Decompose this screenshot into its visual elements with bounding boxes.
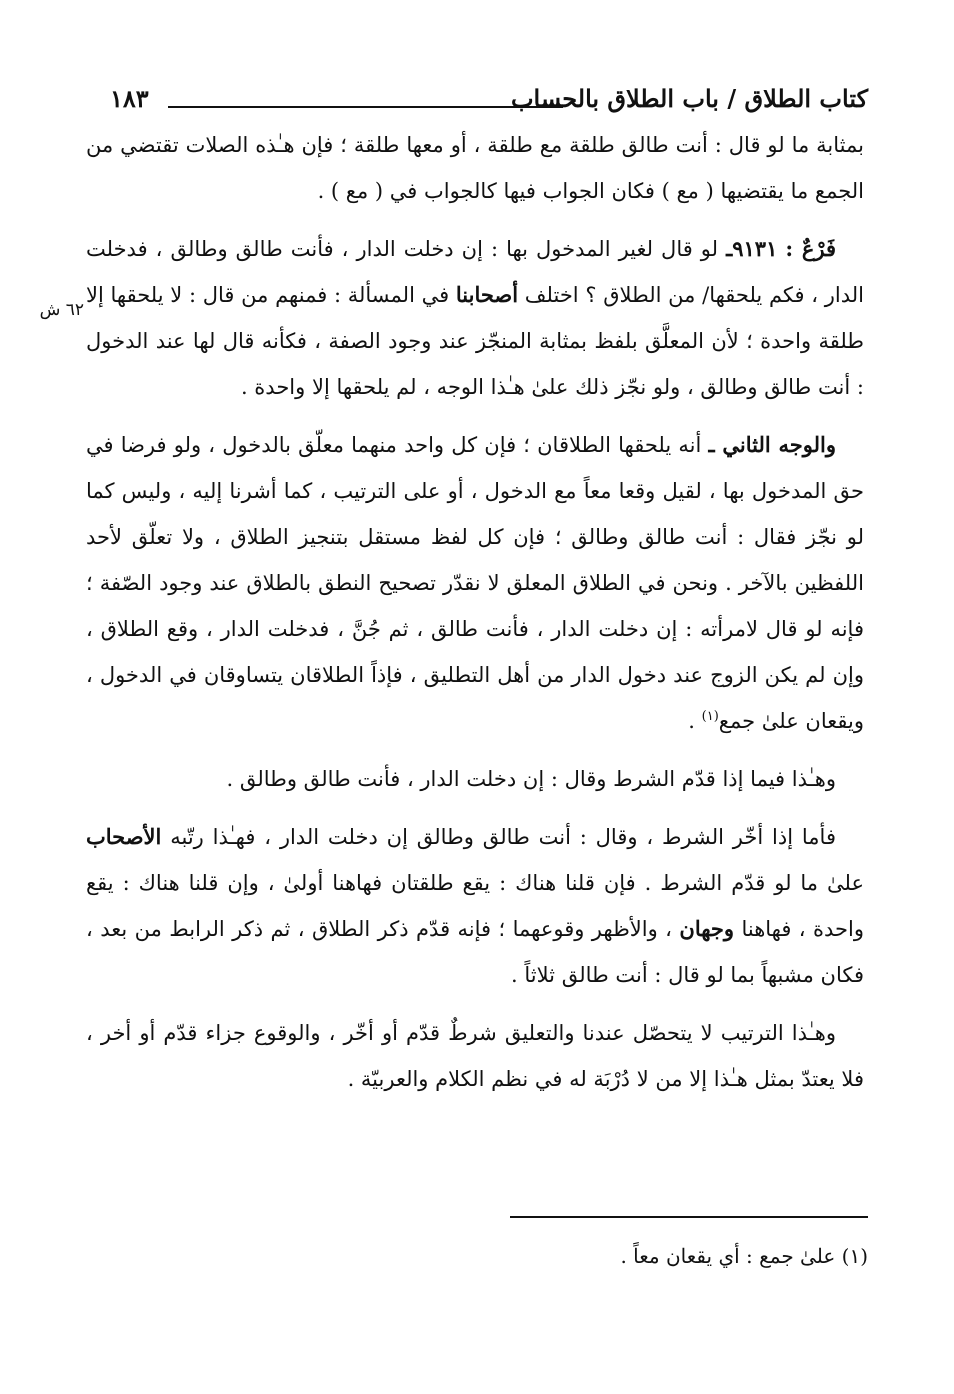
- footnote-1: (١) علىٰ جمع : أي يقعان معاً .: [620, 1244, 868, 1268]
- paragraph-2-bold: أصحابنا: [455, 282, 519, 307]
- header-rule: [168, 106, 563, 108]
- header-title: كتاب الطلاق / باب الطلاق بالحساب: [510, 84, 868, 113]
- paragraph-5-text-a: فأما إذا أخّر الشرط ، وقال : أنت طالق وطالق إن دخلت الدار ، فهـٰذا رتّبه: [170, 825, 836, 849]
- paragraph-6: وهـٰذا الترتيب لا يتحصّل عندنا والتعليق شرطٌ قدّم أو أخّر ، والوقوع جزاء قدّم أو أخر ، فلا يعتدّ بمثل هـٰذا إلا من لا دُرْبَة له في نظم الكلام والعربيّة .: [86, 1021, 864, 1091]
- margin-manuscript-note: ٦٢ ش: [39, 300, 84, 320]
- paragraph-5-bold: الأصحاب: [86, 824, 162, 849]
- paragraph-2-text-b: في المسألة : فمنهم من قال : لا يلحقها إلا طلقة واحدة ؛ لأن المعلَّق بلفظ بمثابة المنجّز عند وجود الصفة ، فكأنه قال لها عند الدخول : أنت طالق وطالق ، ولو نجّز ذلك علىٰ هـٰذا الوجه ، لم يلحقها إلا واحدة .: [86, 283, 864, 399]
- footnote-reference: (١): [701, 709, 719, 724]
- paragraph-5-text-c: ، والأظهر وقوعهما ؛ فإنه قدّم ذكر الطلاق ، ثم ذكر الرابط من بعد ، فكان مشبهاً بما لو قال : أنت طالق ثلاثاً .: [86, 917, 864, 987]
- paragraph-5-text-b: علىٰ ما لو قدّم الشرط . فإن قلنا هناك : يقع طلقتان فهاهنا أولىٰ ، وإن قلنا هناك : يقع واحدة ، فهاهنا: [86, 871, 864, 941]
- paragraph-4: وهـٰذا فيما إذا قدّم الشرط وقال : إن دخلت الدار ، فأنت طالق وطالق .: [226, 767, 836, 791]
- paragraph-3-text: أنه يلحقها الطلاقان ؛ فإن كل واحد منهما معلّق بالدخول ، ولو فرضا في حق المدخول بها ، لقيل وقعا معاً مع الدخول ، أو على الترتيب ، كما أشرنا إليه ، وليس كما لو نجّز فقال : أنت طالق وطالق ؛ فإن كل لفظ مستقل بتنجيز الطلاق ، ولا تعلّق لأحد اللفظين بالآخر . ونحن في الطلاق المعلق لا نقدّر تصحيح النطق بالطلاق عند وجود الصّفة ؛ فإنه لو قال لامرأته : إن دخلت الدار ، فأنت طالق ، ثم جُنَّ ، فدخلت الدار ، وقع الطلاق ، وإن لم يكن الزوج عند دخول الدار من أهل التطليق ، فإذاً الطلاقان يتساوقان في الدخول ، ويقعان علىٰ جمع: [86, 433, 864, 733]
- paragraph-3-end: .: [688, 709, 702, 733]
- branch-label: فَرْعٌ :: [785, 236, 837, 261]
- footnote-separator: [510, 1216, 868, 1218]
- issue-number: ٩١٣١ـ: [726, 236, 778, 261]
- page-number: ١٨٣: [110, 84, 149, 113]
- paragraph-3-bold: والوجه الثاني ـ: [708, 432, 836, 457]
- paragraph-1: بمثابة ما لو قال : أنت طالق طلقة مع طلقة ، أو معها طلقة ؛ فإن هـٰذه الصلات تقتضي من الجمع ما يقتضيها ( مع ) فكان الجواب فيها كالجواب في ( مع ) .: [86, 133, 864, 203]
- paragraph-5: [86, 814, 864, 998]
- paragraph-5-bold-2: وجهان: [679, 916, 735, 941]
- main-text: [86, 122, 864, 1114]
- paragraph-2: [86, 226, 864, 410]
- paragraph-2-text-a: لو قال لغير المدخول بها : إن دخلت الدار ، فأنت طالق وطالق ، فدخلت الدار ، فكم يلحقها/ من الطلاق ؟ اختلف: [86, 237, 864, 307]
- running-header: [110, 82, 868, 118]
- paragraph-3: [86, 422, 864, 744]
